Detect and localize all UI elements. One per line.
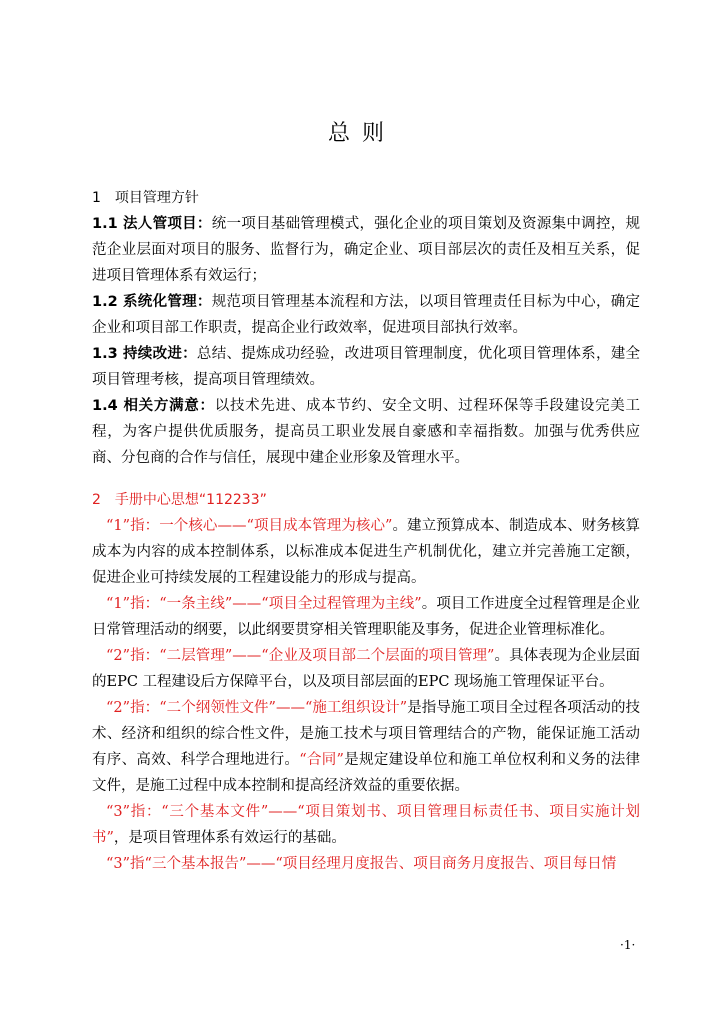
section-2-heading: 2 手册中心思想“112233” (92, 492, 267, 508)
para-2-2: “1”指：“一条主线”——“项目全过程管理为主线”。项目工作进度全过程管理是企业日常管理活动的纲要，以此纲要贯穿相关管理职能及事务，促进企业管理标准化。 (92, 596, 641, 638)
page-number: ·1· (620, 938, 636, 952)
item-1-1: 1.1 法人管项目：统一项目基础管理模式，强化企业的项目策划及资源集中调控，规范企业层面对项目的服务、监督行为，确定企业、项目部层次的责任及相互关系，促进项目管理体系有效运行； (92, 216, 640, 284)
section-1-heading: 1 项目管理方针 (92, 190, 199, 206)
item-1-3: 1.3 持续改进：总结、提炼成功经验，改进项目管理制度，优化项目管理体系，建全项目管理考核，提高项目管理绩效。 (92, 346, 641, 388)
para-2-1: “1”指：一个核心——“项目成本管理为核心”。建立预算成本、制造成本、财务核算成本为内容的成本控制体系，以标准成本促进生产机制优化，建立并完善施工定额，促进企业可持续发展的工程建设能力的形成与提高。 (92, 518, 640, 586)
item-1-2: 1.2 系统化管理：规范项目管理基本流程和方法，以项目管理责任目标为中心，确定企业和项目部工作职责，提高企业行政效率，促进项目部执行效率。 (92, 294, 640, 336)
item-1-4: 1.4 相关方满意：以技术先进、成本节约、安全文明、过程环保等手段建设完美工程，为客户提供优质服务，提高员工职业发展自豪感和幸福指数。加强与优秀供应商、分包商的合作与信任，展现中建企业形象及管理水平。 (92, 398, 641, 466)
page-title: 总则 (327, 121, 396, 146)
para-2-5: “3”指：“三个基本文件”——“项目策划书、项目管理目标责任书、项目实施计划书”，是项目管理体系有效运行的基础。 (92, 804, 640, 846)
para-2-6: “3”指“三个基本报告”——“项目经理月度报告、项目商务月度报告、项目每日情 (106, 856, 617, 872)
para-2-4: “2”指：“二个纲领性文件”——“施工组织设计”是指导施工项目全过程各项活动的技术、经济和组织的综合性文件，是施工技术与项目管理结合的产物，能保证施工活动有序、高效、科学合理地进行。“合同”是规定建设单位和施工单位权利和义务的法律文件，是施工过程中成本控制和提高经济效益的重要依据。 (92, 700, 641, 794)
para-2-3: “2”指：“二层管理”——“企业及项目部二个层面的项目管理”。具体表现为企业层面的EPC 工程建设后方保障平台，以及项目部层面的EPC 现场施工管理保证平台。 (92, 648, 640, 690)
body-content (92, 185, 640, 877)
